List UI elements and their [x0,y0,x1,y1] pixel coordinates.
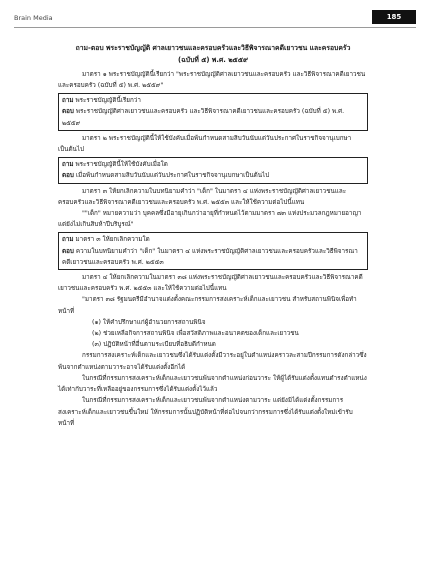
answer-label: ตอบ [62,247,74,255]
question-text: มาตรา ๓ ให้ยกเลิกความใด [75,236,150,244]
question-text: พระราชบัญญัตินี้เรียกว่า [75,97,141,105]
document-body [58,42,368,429]
title-line-2: (ฉบับที่ ๕) พ.ศ. ๒๕๕๙ [178,56,248,65]
term-expiry-paragraph: ในกรณีที่กรรมการสงเคราะห์เด็กและเยาวชนพ้นจากตำแหน่งตามวาระ แต่ยังมิได้แต่งตั้งกรรมการสงเคราะห์เด็กและเยาวชนขึ้นใหม่ ให้กรรมการนั้นปฏิบัติหน้าที่ต่อไปจนกว่ากรรมการซึ่งได้รับแต่งตั้งใหม่เข้ารับหน้าที่ [58,397,353,427]
question-label: ถาม [62,161,74,169]
qa-answer [62,246,364,268]
section-2-paragraph: มาตรา ๒ พระราชบัญญัตินี้ให้ใช้บังคับเมื่อพ้นกำหนดสามสิบวันนับแต่วันประกาศในราชกิจจานุเบกษาเป็นต้นไป [58,134,352,154]
question-text: พระราชบัญญัตินี้ให้ใช้บังคับเมื่อใด [75,161,168,169]
qa-answer [62,170,364,181]
qa-box-1 [58,93,368,131]
section-3-definition: ""เด็ก" หมายความว่า บุคคลซึ่งมีอายุเกินกว่าอายุที่กำหนดไว้ตามมาตรา ๗๓ แห่งประมวลกฎหมายอาญา แต่ยังไม่เกินสิบห้าปีบริบูรณ์" [58,210,362,229]
answer-label: ตอบ [62,108,74,116]
answer-text: เมื่อพ้นกำหนดสามสิบวันนับแต่วันประกาศในราชกิจจานุเบกษาเป็นต้นไป [75,172,270,180]
section-38-intro: "มาตรา ๓๘ รัฐมนตรีมีอำนาจแต่งตั้งคณะกรรมการสงเคราะห์เด็กและเยาวชน สำหรับสถานพินิจเพื่อทำหน้าที่ [58,296,357,315]
page-number-badge: 185 [372,10,416,24]
duty-item-3: (๓) ปฏิบัติหน้าที่อื่นตามระเบียบที่อธิบดีกำหนด [92,341,216,349]
duty-item-2: (๒) ช่วยเหลือกิจการสถานพินิจ เพื่อสวัสดิภาพและอนาคตของเด็กและเยาวชน [92,330,299,338]
qa-box-3 [58,232,368,270]
answer-text: พระราชบัญญัติศาลเยาวชนและครอบครัว และวิธีพิจารณาคดีเยาวชนและครอบครัว (ฉบับที่ ๕) พ.ศ. ๒๕๕๙ [62,108,345,127]
qa-question [62,159,364,170]
qa-question [62,95,364,106]
section-1-paragraph: มาตรา ๑ พระราชบัญญัตินี้เรียกว่า "พระราชบัญญัติศาลเยาวชนและครอบครัว และวิธีพิจารณาคดีเยาวชนและครอบครัว (ฉบับที่ ๕) พ.ศ. ๒๕๕๙" [58,70,366,90]
answer-text: ความในบทนิยามคำว่า "เด็ก" ในมาตรา ๔ แห่งพระราชบัญญัติศาลเยาวชนและครอบครัวและวิธีพิจารณาคดีเยาวชนและครอบครัว พ.ศ. ๒๕๕๓ [62,247,358,266]
header-rule [14,27,416,28]
answer-label: ตอบ [62,172,74,180]
question-label: ถาม [62,236,74,244]
question-label: ถาม [62,97,74,105]
section-4-paragraph: มาตรา ๔ ให้ยกเลิกความในมาตรา ๓๘ แห่งพระราชบัญญัติศาลเยาวชนและครอบครัวและวิธีพิจารณาคดีเยาวชนและครอบครัว พ.ศ. ๒๕๕๓ และให้ใช้ความต่อไปนี้แทน [58,274,363,293]
section-3-paragraph: มาตรา ๓ ให้ยกเลิกความในบทนิยามคำว่า "เด็ก" ในมาตรา ๔ แห่งพระราชบัญญัติศาลเยาวชนและครอบครัวและวิธีพิจารณาคดีเยาวชนและครอบครัว พ.ศ. ๒๕๕๓ และให้ใช้ความต่อไปนี้แทน [58,187,347,206]
qa-answer [62,106,364,128]
qa-question [62,234,364,245]
title-line-1: ถาม-ตอบ พระราชบัญญัติ ศาลเยาวชนและครอบครัวและวิธีพิจารณาคดีเยาวชน และครอบครัว [75,44,351,52]
vacancy-paragraph: ในกรณีที่กรรมการสงเคราะห์เด็กและเยาวชนพ้นจากตำแหน่งก่อนวาระ ให้ผู้ได้รับแต่งตั้งแทนดำรงตำแหน่งได้เท่ากับวาระที่เหลืออยู่ของกรรมการซึ่งได้รับแต่งตั้งไว้แล้ว [58,374,367,394]
header-brand: Brain Media [14,14,53,22]
term-paragraph: กรรมการสงเคราะห์เด็กและเยาวชนซึ่งได้รับแต่งตั้งมีวาระอยู่ในตำแหน่งคราวละสามปีกรรมการดังกล่าวซึ่งพ้นจากตำแหน่งตามวาระอาจได้รับแต่งตั้งอีกได้ [58,352,367,371]
duty-item-1: (๑) ให้คำปรึกษาแก่ผู้อำนวยการสถานพินิจ [92,318,206,326]
qa-box-2 [58,157,368,183]
document-title [58,42,368,67]
